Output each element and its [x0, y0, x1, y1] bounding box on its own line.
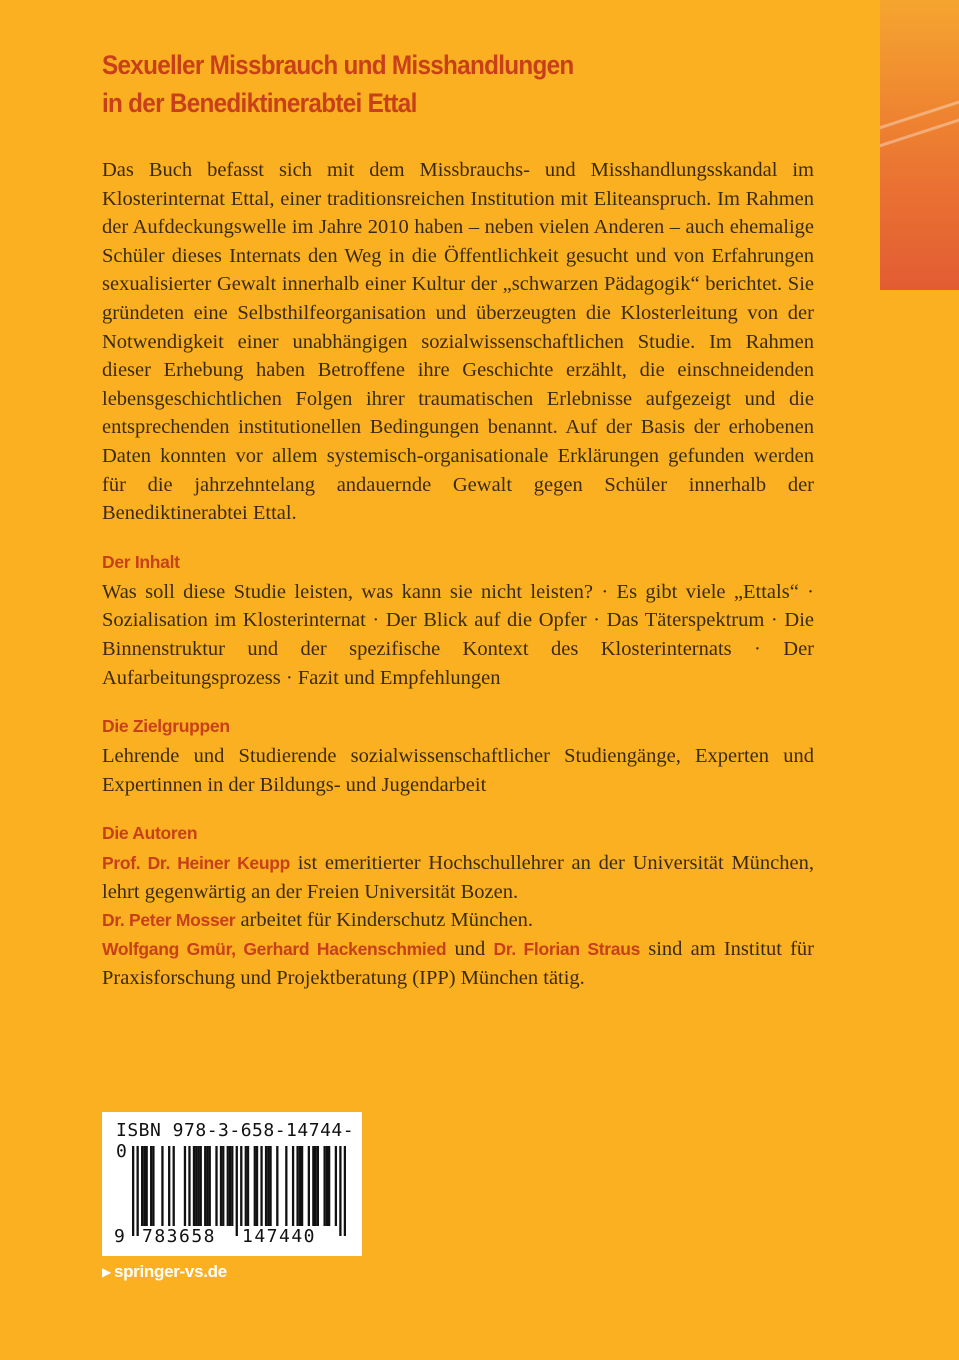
barcode-bar — [215, 1146, 217, 1226]
barcode-bar — [206, 1146, 208, 1226]
barcode-bar — [285, 1146, 287, 1226]
barcode-bar — [265, 1146, 267, 1226]
barcode-bar — [335, 1146, 337, 1226]
author-separator-2: und — [446, 938, 494, 961]
back-cover-content — [102, 46, 814, 992]
publisher-link[interactable] — [102, 1262, 227, 1282]
barcode-bar — [184, 1146, 186, 1226]
barcode-bar — [301, 1146, 303, 1226]
barcode-bar — [132, 1146, 134, 1236]
ean-right-group: 147440 — [242, 1226, 317, 1247]
audience-body: Lehrende und Studierende sozialwissenschaftlicher Studiengänge, Experten und Expertinnen in der Bildungs- und Jugendarbeit — [102, 745, 814, 796]
barcode-bar — [339, 1146, 341, 1236]
barcode-bar — [314, 1146, 316, 1226]
barcode-bar — [195, 1146, 197, 1226]
book-title-line-2: in der Benediktinerabtei Ettal — [102, 88, 417, 118]
barcode-bar — [236, 1146, 238, 1236]
author-bio-group: sind am Institut für Praxisforschung und Projektberatung (IPP) München tätig. — [102, 938, 815, 989]
book-title — [102, 46, 822, 122]
isbn-barcode — [102, 1112, 362, 1256]
barcode-bar — [209, 1146, 211, 1226]
barcode-bar — [222, 1146, 224, 1226]
barcode-bar — [256, 1146, 258, 1226]
barcode-bar — [254, 1146, 256, 1226]
barcode-bar — [299, 1146, 301, 1226]
barcode-bar — [137, 1146, 139, 1236]
isbn-number: ISBN 978-3-658-14744-0 — [116, 1120, 355, 1162]
barcode-bar — [326, 1146, 328, 1226]
author-name-keupp: Prof. Dr. Heiner Keupp — [102, 853, 291, 874]
barcode-bar — [292, 1146, 294, 1226]
barcode-bar — [312, 1146, 314, 1226]
barcode-bar — [173, 1146, 175, 1226]
author-bio-mosser: arbeitet für Kinderschutz München. — [235, 909, 534, 932]
barcode-bar — [229, 1146, 231, 1226]
barcode-bar — [231, 1146, 233, 1226]
decorative-corner-stripe — [880, 0, 959, 290]
publisher-url: springer-vs.de — [113, 1262, 227, 1281]
barcode-bars — [132, 1146, 346, 1236]
contents-heading: Der Inhalt — [102, 551, 180, 572]
barcode-bar — [240, 1146, 242, 1236]
author-group — [102, 935, 814, 992]
ean-first-digit: 9 — [114, 1226, 125, 1247]
barcode-bar — [227, 1146, 229, 1226]
contents-body: Was soll diese Studie leisten, was kann sie nicht leisten? · Es gibt viele „Ettals“ · Sozialisation im Klosterinternat · Der Blick auf die Opfer · Das Täterspektrum · Die Binnenstruktur und der spezifische Kontext des Klosterinternats · Der Aufarbeitungsprozess · Fazit und Empfehlungen — [102, 580, 814, 689]
author-keupp — [102, 849, 814, 906]
authors-heading: Die Autoren — [102, 823, 198, 844]
ean-left-group: 783658 — [142, 1226, 217, 1247]
barcode-bar — [296, 1146, 298, 1226]
barcode-bar — [161, 1146, 163, 1226]
barcode-bar — [197, 1146, 199, 1226]
barcode-bar — [204, 1146, 206, 1226]
barcode-bar — [193, 1146, 195, 1226]
barcode-bar — [328, 1146, 330, 1226]
author-name-hackenschmied: Gerhard Hackenschmied — [243, 939, 447, 960]
barcode-bar — [150, 1146, 152, 1226]
author-name-straus: Dr. Florian Straus — [493, 939, 641, 960]
author-name-mosser: Dr. Peter Mosser — [102, 910, 236, 931]
barcode-bar — [245, 1146, 247, 1226]
barcode-bar — [323, 1146, 325, 1226]
audience-heading: Die Zielgruppen — [102, 716, 230, 737]
book-title-line-1: Sexueller Missbrauch und Misshandlungen — [102, 50, 574, 80]
barcode-bar — [260, 1146, 262, 1226]
author-name-gmuer: Wolfgang Gmür — [102, 939, 232, 960]
book-description: Das Buch befasst sich mit dem Missbrauchs- und Misshandlungsskandal im Klosterinternat Ettal, einer traditionsreichen Institution mit Eliteanspruch. Im Rahmen der Aufdeckungswelle im Jahre 2010 haben – neben vielen Anderen – auch ehemalige Schüler dieses Internats den Weg in die Öffentlichkeit gesucht und von Erfahrungen sexualisierter Gewalt innerhalb einer Kultur der „schwarzen Pädagogik“ berichtet. Sie gründeten eine Selbsthilfeorganisation und überzeugten die Klosterleitung von der Notwendigkeit einer unabhängigen sozialwissenschaftlichen Studie. Im Rahmen dieser Erhebung haben Betroffene ihre Geschichte erzählt, die einschneidenden lebensgeschichtlichen Folgen ihrer traumatischen Erlebnisse aufgezeigt und die entsprechenden institutionellen Bedingungen benannt. Auf der Basis der erhobenen Daten konnten vor allem systemisch-organisationale Erklärungen gefunden werden für die jahrzehntelang andauernde Gewalt gegen Schüler innerhalb der Benediktinerabtei Ettal. — [102, 159, 814, 525]
barcode-bar — [269, 1146, 271, 1226]
barcode-bar — [168, 1146, 170, 1226]
barcode-bar — [146, 1146, 148, 1226]
author-separator-1: , — [231, 939, 244, 960]
barcode-bar — [220, 1146, 222, 1226]
barcode-bar — [143, 1146, 145, 1226]
barcode-bar — [344, 1146, 346, 1236]
barcode-bar — [276, 1146, 278, 1226]
barcode-bar — [200, 1146, 202, 1226]
play-arrow-icon: ▶ — [102, 1265, 111, 1279]
barcode-bar — [247, 1146, 249, 1226]
barcode-bar — [317, 1146, 319, 1226]
barcode-bar — [188, 1146, 190, 1226]
barcode-bar — [152, 1146, 154, 1226]
author-mosser — [102, 906, 814, 935]
barcode-bar — [141, 1146, 143, 1226]
author-bio-keupp: ist emeritierter Hochschullehrer an der Universität München, lehrt gegenwärtig an der Freien Universität Bozen. — [102, 852, 814, 903]
barcode-bar — [308, 1146, 310, 1226]
barcode-bar — [267, 1146, 269, 1226]
